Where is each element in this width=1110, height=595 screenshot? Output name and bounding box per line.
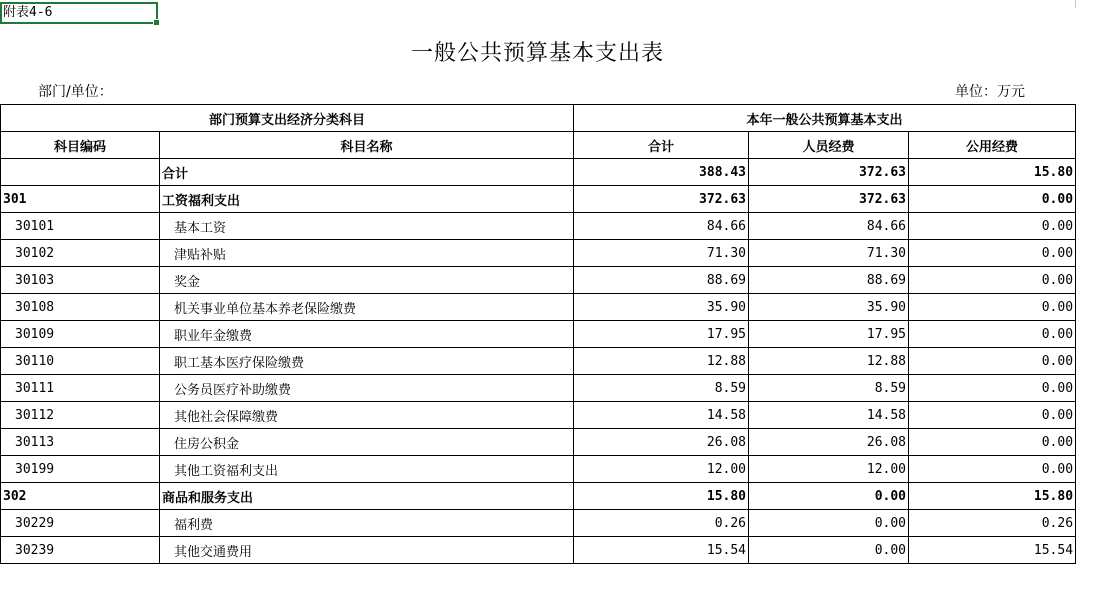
cell-code[interactable]: 30229 (1, 510, 160, 537)
table-row (1, 375, 1076, 402)
cell-personnel[interactable]: 0.00 (749, 510, 909, 537)
cell-name[interactable]: 其他交通费用 (160, 537, 574, 564)
table-row (1, 186, 1076, 213)
cell-code[interactable]: 30102 (1, 240, 160, 267)
table-row (1, 213, 1076, 240)
cell-code[interactable]: 30113 (1, 429, 160, 456)
cell-total[interactable]: 12.00 (574, 456, 749, 483)
cell-personnel[interactable]: 14.58 (749, 402, 909, 429)
cell-public[interactable]: 0.00 (909, 375, 1076, 402)
cell-total[interactable]: 88.69 (574, 267, 749, 294)
cell-name[interactable]: 住房公积金 (160, 429, 574, 456)
table-row (1, 294, 1076, 321)
cell-code[interactable]: 30110 (1, 348, 160, 375)
cell-name[interactable]: 福利费 (160, 510, 574, 537)
cell-name[interactable]: 其他社会保障缴费 (160, 402, 574, 429)
cell-public[interactable]: 15.80 (909, 483, 1076, 510)
cell-reference-text: 附表4-6 (3, 5, 53, 20)
cell-personnel[interactable]: 84.66 (749, 213, 909, 240)
cell-code[interactable]: 30103 (1, 267, 160, 294)
cell-total[interactable]: 8.59 (574, 375, 749, 402)
table-row (1, 456, 1076, 483)
cell-public[interactable]: 0.00 (909, 267, 1076, 294)
cell-total[interactable]: 26.08 (574, 429, 749, 456)
cell-name[interactable]: 奖金 (160, 267, 574, 294)
budget-table (0, 104, 1076, 564)
table-group-header-row (1, 105, 1076, 132)
cell-name[interactable]: 公务员医疗补助缴费 (160, 375, 574, 402)
cell-name[interactable]: 机关事业单位基本养老保险缴费 (160, 294, 574, 321)
cell-total[interactable]: 17.95 (574, 321, 749, 348)
cell-public[interactable]: 0.26 (909, 510, 1076, 537)
cell-personnel[interactable]: 372.63 (749, 159, 909, 186)
active-cell-reference[interactable] (0, 2, 158, 24)
cell-code[interactable]: 30239 (1, 537, 160, 564)
cell-total[interactable]: 14.58 (574, 402, 749, 429)
table-row (1, 429, 1076, 456)
cell-code[interactable]: 302 (1, 483, 160, 510)
cell-public[interactable]: 0.00 (909, 294, 1076, 321)
cell-public[interactable]: 0.00 (909, 213, 1076, 240)
column-header-name[interactable]: 科目名称 (160, 132, 574, 159)
cell-public[interactable]: 15.80 (909, 159, 1076, 186)
cell-name[interactable]: 商品和服务支出 (160, 483, 574, 510)
table-row (1, 348, 1076, 375)
cell-personnel[interactable]: 88.69 (749, 267, 909, 294)
table-row (1, 321, 1076, 348)
sheet-edge-divider (1075, 0, 1076, 8)
cell-total[interactable]: 388.43 (574, 159, 749, 186)
column-header-total[interactable]: 合计 (574, 132, 749, 159)
page-title: 一般公共预算基本支出表 (410, 41, 664, 66)
cell-name[interactable]: 工资福利支出 (160, 186, 574, 213)
column-header-personnel[interactable]: 人员经费 (749, 132, 909, 159)
cell-personnel[interactable]: 71.30 (749, 240, 909, 267)
table-column-header-row (1, 132, 1076, 159)
cell-code[interactable]: 301 (1, 186, 160, 213)
table-row (1, 240, 1076, 267)
cell-personnel[interactable]: 0.00 (749, 537, 909, 564)
table-row (1, 510, 1076, 537)
cell-total[interactable]: 84.66 (574, 213, 749, 240)
cell-public[interactable]: 0.00 (909, 321, 1076, 348)
cell-personnel[interactable]: 12.88 (749, 348, 909, 375)
table-row (1, 537, 1076, 564)
cell-name[interactable]: 基本工资 (160, 213, 574, 240)
cell-personnel[interactable]: 35.90 (749, 294, 909, 321)
cell-total[interactable]: 15.54 (574, 537, 749, 564)
cell-total[interactable]: 71.30 (574, 240, 749, 267)
cell-public[interactable]: 0.00 (909, 402, 1076, 429)
cell-public[interactable]: 0.00 (909, 456, 1076, 483)
cell-personnel[interactable]: 0.00 (749, 483, 909, 510)
cell-name[interactable]: 职工基本医疗保险缴费 (160, 348, 574, 375)
table-row (1, 159, 1076, 186)
cell-code[interactable] (1, 159, 160, 186)
cell-name[interactable]: 其他工资福利支出 (160, 456, 574, 483)
cell-personnel[interactable]: 17.95 (749, 321, 909, 348)
cell-public[interactable]: 15.54 (909, 537, 1076, 564)
column-header-public[interactable]: 公用经费 (909, 132, 1076, 159)
cell-code[interactable]: 30108 (1, 294, 160, 321)
cell-code[interactable]: 30101 (1, 213, 160, 240)
unit-label: 单位：万元 (955, 84, 1025, 100)
cell-personnel[interactable]: 8.59 (749, 375, 909, 402)
group-header-basic-expenditure[interactable]: 本年一般公共预算基本支出 (574, 105, 1076, 132)
cell-name[interactable]: 职业年金缴费 (160, 321, 574, 348)
cell-total[interactable]: 35.90 (574, 294, 749, 321)
cell-public[interactable]: 0.00 (909, 348, 1076, 375)
cell-public[interactable]: 0.00 (909, 186, 1076, 213)
column-header-code[interactable]: 科目编码 (1, 132, 160, 159)
group-header-economic-class[interactable]: 部门预算支出经济分类科目 (1, 105, 574, 132)
cell-name[interactable]: 合计 (160, 159, 574, 186)
cell-personnel[interactable]: 12.00 (749, 456, 909, 483)
cell-code[interactable]: 30109 (1, 321, 160, 348)
cell-code[interactable]: 30112 (1, 402, 160, 429)
cell-total[interactable]: 15.80 (574, 483, 749, 510)
cell-personnel[interactable]: 26.08 (749, 429, 909, 456)
fill-handle[interactable] (153, 19, 160, 26)
cell-personnel[interactable]: 372.63 (749, 186, 909, 213)
cell-name[interactable]: 津贴补贴 (160, 240, 574, 267)
cell-public[interactable]: 0.00 (909, 240, 1076, 267)
cell-code[interactable]: 30111 (1, 375, 160, 402)
cell-total[interactable]: 372.63 (574, 186, 749, 213)
cell-code[interactable]: 30199 (1, 456, 160, 483)
table-row (1, 402, 1076, 429)
department-label: 部门/单位： (38, 84, 113, 100)
cell-public[interactable]: 0.00 (909, 429, 1076, 456)
table-row (1, 483, 1076, 510)
cell-total[interactable]: 0.26 (574, 510, 749, 537)
table-row (1, 267, 1076, 294)
cell-total[interactable]: 12.88 (574, 348, 749, 375)
